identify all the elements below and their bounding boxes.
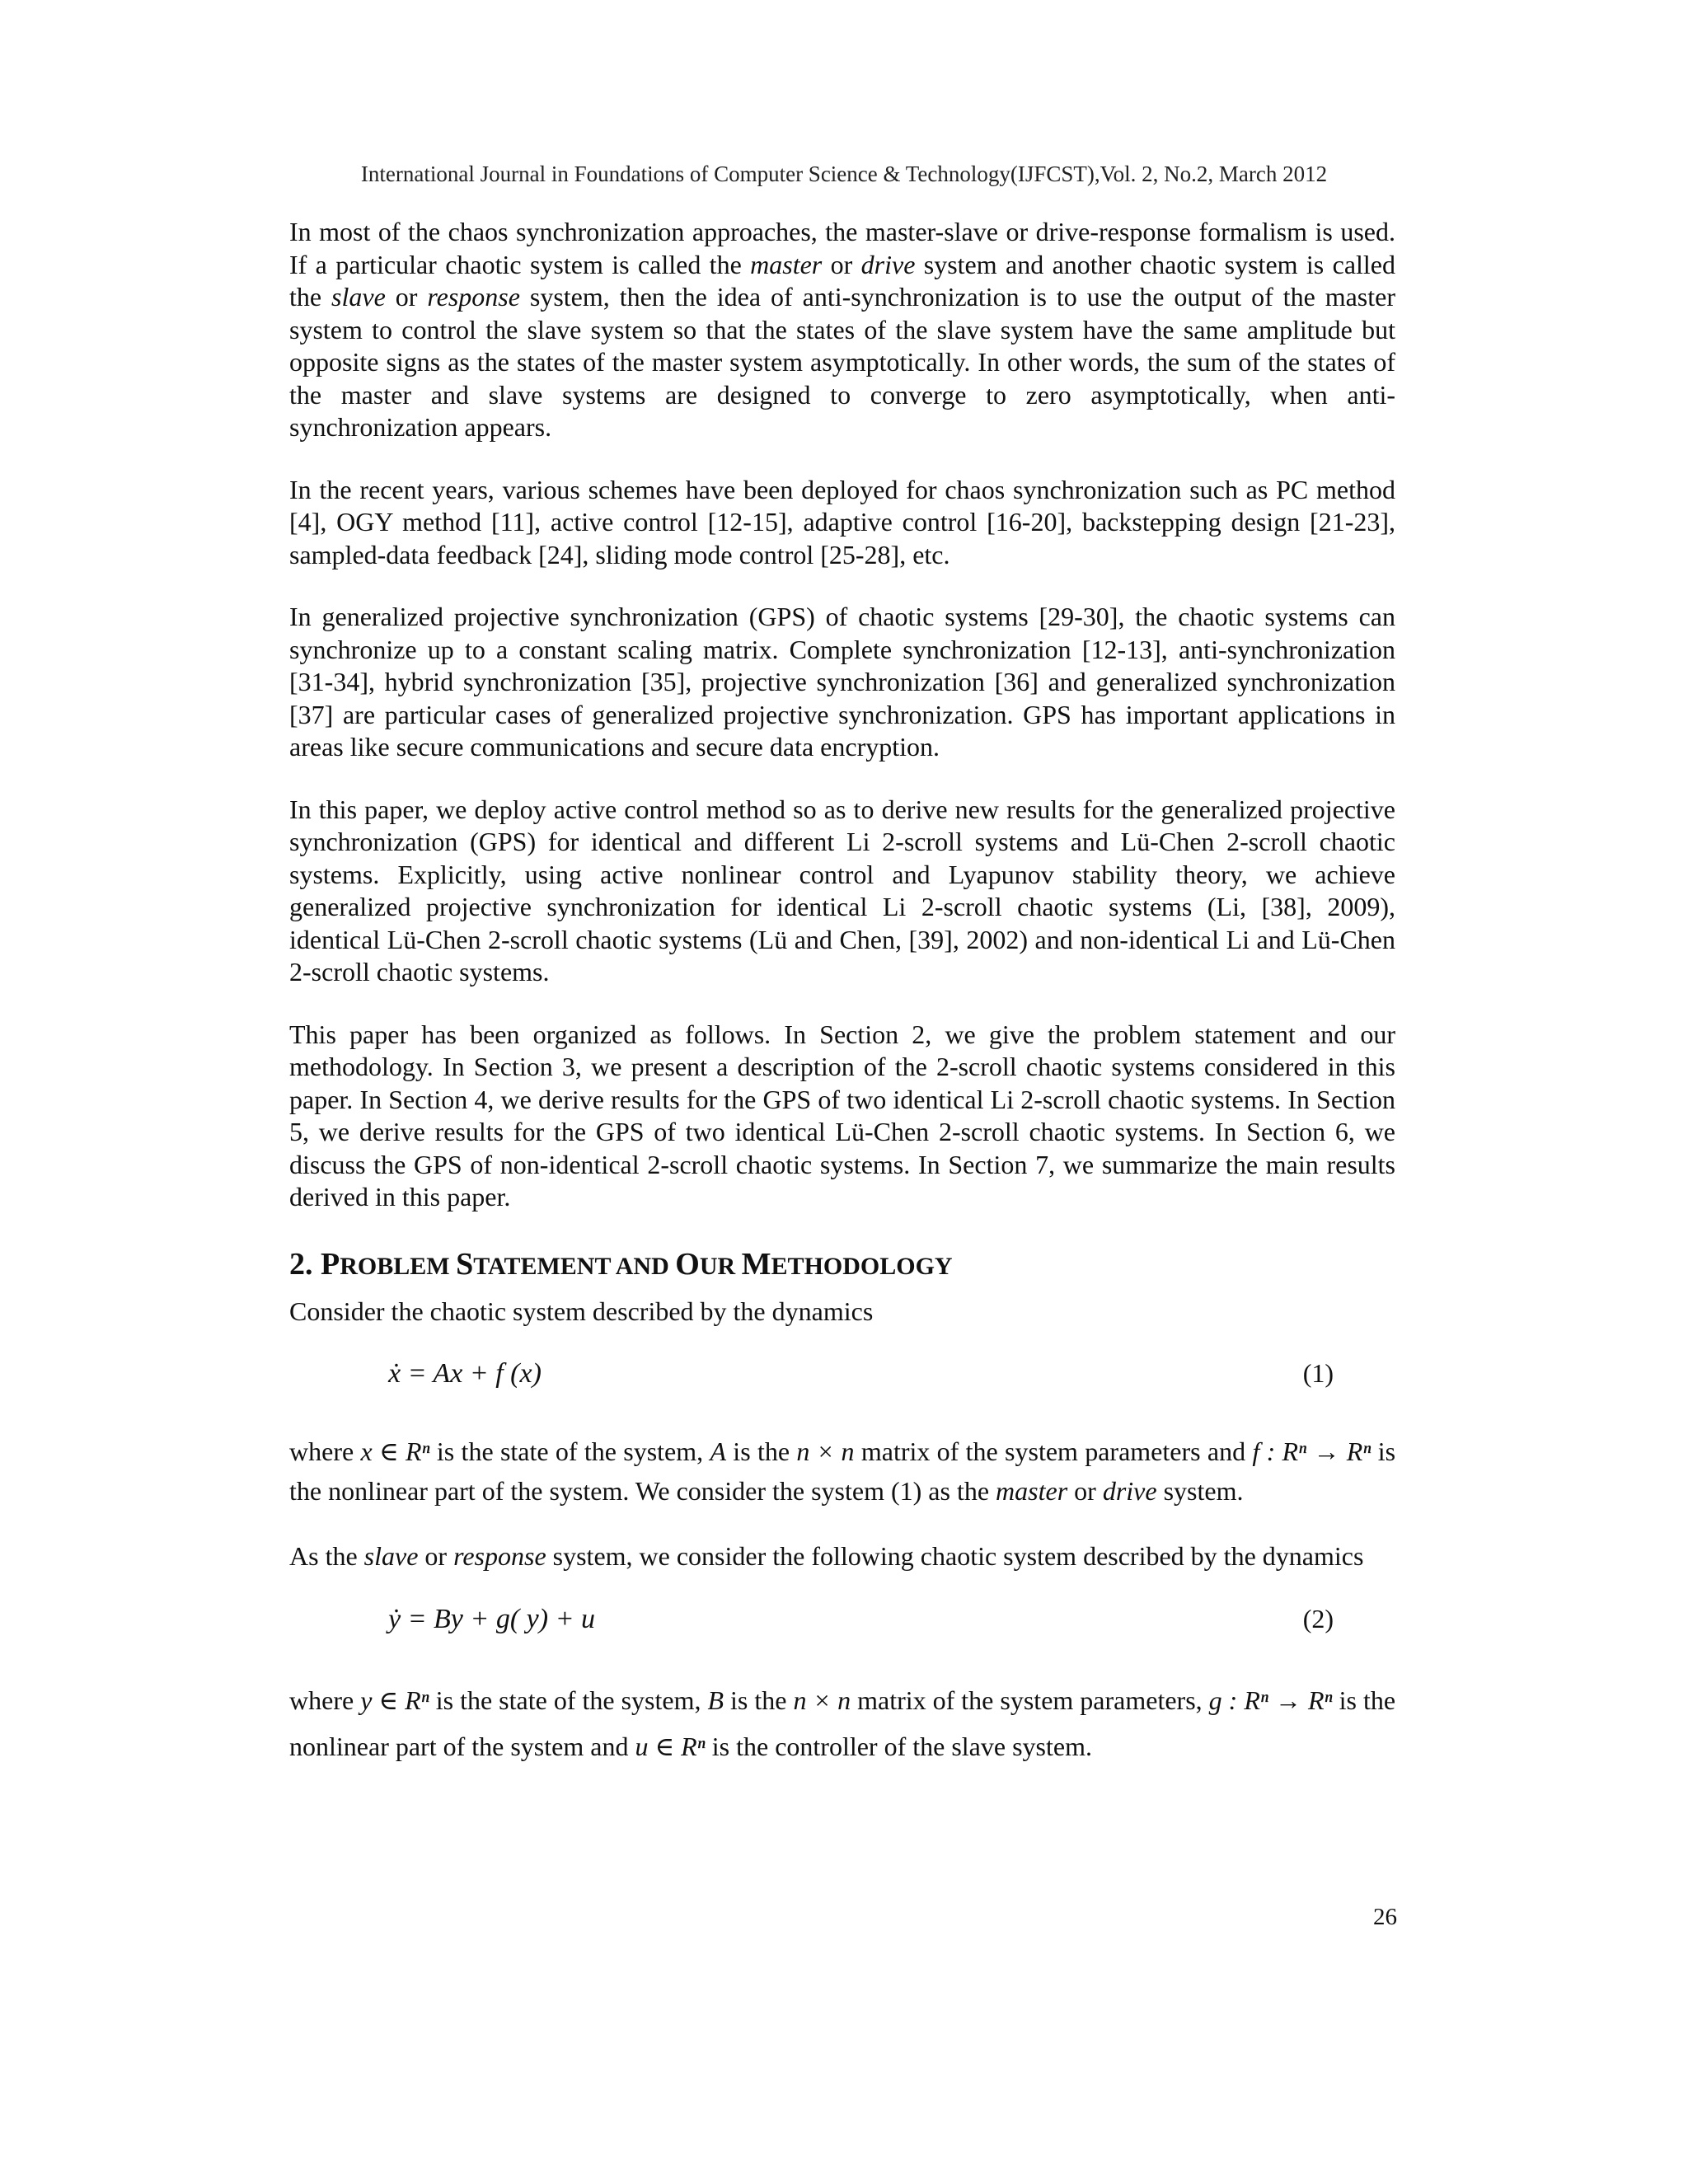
paragraph-gps: In generalized projective synchronization (GPS) of chaotic systems [29-30], the chaotic systems can synchronize up to a constant scaling matrix. Complete synchronization [12-13], anti-synchronization [31-34], hybrid synchronization [35], projective synchronization [36] and generalized synchronization [37] are particular cases of generalized projective synchronization. GPS has important applications in areas like secure communications and secure data encryption. [289, 602, 1395, 762]
page-number: 26 [1373, 1904, 1397, 1930]
equation-1-expression: ẋ = Ax + f (x) [388, 1358, 542, 1389]
body-text [289, 216, 1395, 1799]
paragraph-where-master: where x ∈ Rⁿ is the state of the system, A is the n × n matrix of the system parameters and f : Rⁿ → Rⁿ is the nonlinear part of the system. We consider the system (1) as the master or drive system. [289, 1436, 1396, 1506]
paragraph-schemes: In the recent years, various schemes have been deployed for chaos synchronization such as PC method [4], OGY method [11], active control [12-15], adaptive control [16-20], backstepping design [21-23], sampled-data feedback [24], sliding mode control [25-28], etc. [289, 474, 1395, 569]
equation-2-expression: ẏ = By + g( y) + u [388, 1603, 596, 1634]
equation-2-number: (2) [1302, 1603, 1334, 1633]
paragraph-organization: This paper has been organized as follows. In Section 2, we give the problem statement and our methodology. In Section 3, we present a description of the 2-scroll chaotic systems considered in this paper. In Section 4, we derive results for the GPS of two identical Li 2-scroll chaotic systems. In Section 5, we derive results for the GPS of two identical Lü-Chen 2-scroll chaotic systems. In Section 6, we discuss the GPS of non-identical 2-scroll chaotic systems. In Section 7, we summarize the main results derived in this paper. [289, 1019, 1395, 1212]
equation-2 [289, 1598, 1395, 1644]
equation-1-number: (1) [1302, 1358, 1334, 1388]
equation-1 [289, 1352, 1395, 1399]
section-heading: 2. PROBLEM STATEMENT AND OUR METHODOLOGY [289, 1246, 953, 1282]
paragraph-slave-intro: As the slave or response system, we consider the following chaotic system described by the dynamics [289, 1541, 1364, 1571]
running-header: International Journal in Foundations of Computer Science & Technology(IJFCST),Vol. 2, No.2, March 2012 [360, 162, 1328, 186]
paragraph-master-slave: In most of the chaos synchronization approaches, the master-slave or drive-response formalism is used. If a particular chaotic system is called the master or drive system and another chaotic system is called the slave or response system, then the idea of anti-synchronization is to use the output of the master system to control the slave system so that the states of the slave system have the same amplitude but opposite signs as the states of the master system asymptotically. In other words, the sum of the states of the master and slave systems are designed to converge to zero asymptotically, when anti-synchronization appears. [289, 217, 1396, 442]
section-intro: Consider the chaotic system described by the dynamics [289, 1296, 874, 1326]
paragraph-where-slave: where y ∈ Rⁿ is the state of the system, B is the n × n matrix of the system parameters, g : Rⁿ → Rⁿ is the nonlinear part of the system and u ∈ Rⁿ is the controller of the slave system. [289, 1685, 1396, 1761]
paragraph-this-paper: In this paper, we deploy active control method so as to derive new results for the generalized projective synchronization (GPS) for identical and different Li 2-scroll systems and Lü-Chen 2-scroll chaotic systems. Explicitly, using active nonlinear control and Lyapunov stability theory, we achieve generalized projective synchronization for identical Li 2-scroll chaotic systems (Li, [38], 2009), identical Lü-Chen 2-scroll chaotic systems (Lü and Chen, [39], 2002) and non-identical Li and Lü-Chen 2-scroll chaotic systems. [289, 794, 1395, 987]
